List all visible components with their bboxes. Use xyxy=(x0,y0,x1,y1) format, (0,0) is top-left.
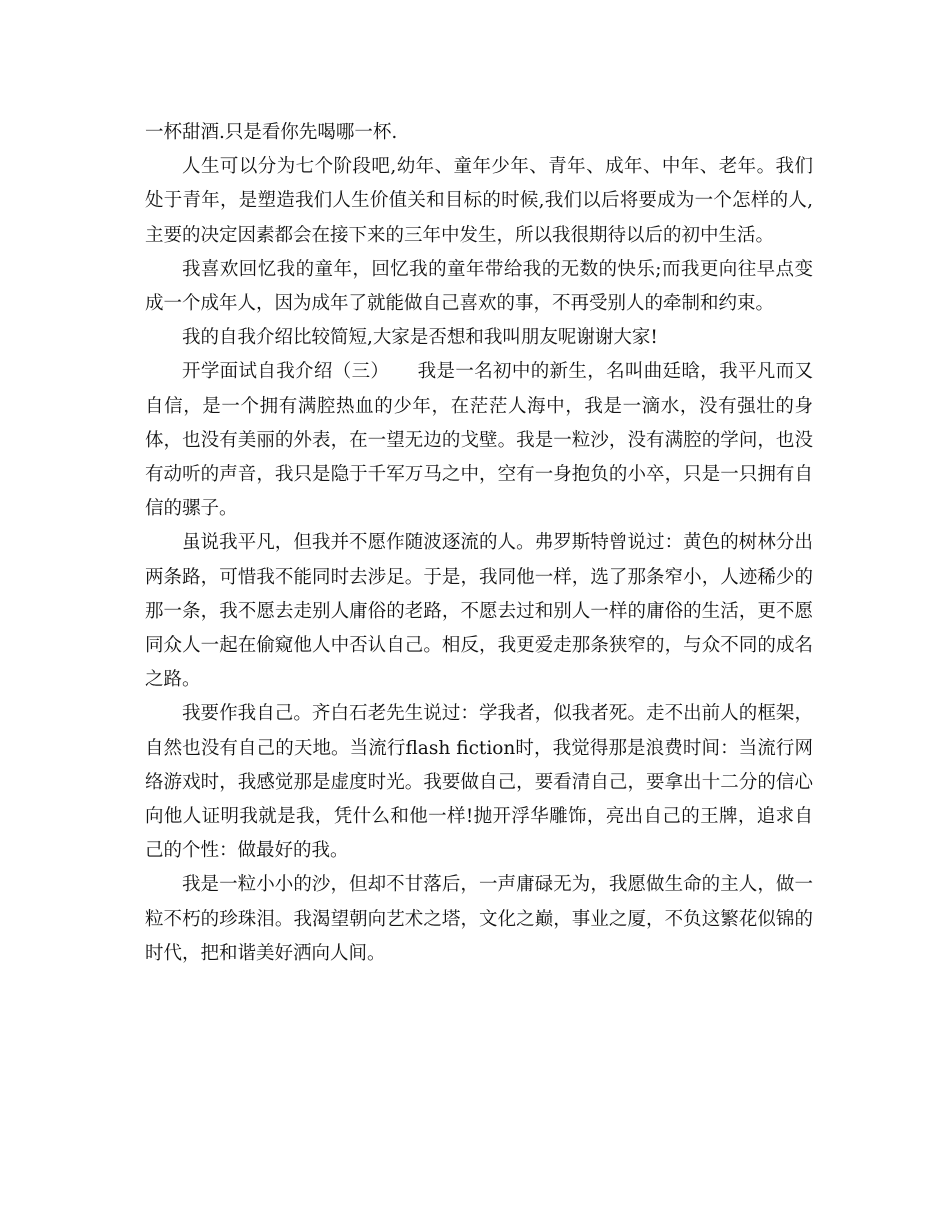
paragraph-6: 虽说我平凡，但我并不愿作随波逐流的人。弗罗斯特曾说过：黄色的树林分出两条路，可惜我不能同时去涉足。于是，我同他一样，选了那条窄小，人迹稀少的那一条，我不愿去走别人庸俗的老路，不愿去过和别人一样的庸俗的生活，更不愿同众人一起在偷窥他人中否认自己。相反，我更爱走那条狭窄的，与众不同的成名之路。 xyxy=(145,532,813,691)
paragraph-3: 我喜欢回忆我的童年，回忆我的童年带给我的无数的快乐;而我更向往早点变成一个成年人，因为成年了就能做自己喜欢的事，不再受别人的牵制和约束。 xyxy=(145,258,813,315)
document-body xyxy=(145,116,813,971)
paragraph-2: 人生可以分为七个阶段吧,幼年、童年少年、青年、成年、中年、老年。我们处于青年，是塑造我们人生价值关和目标的时候,我们以后将要成为一个怎样的人, 主要的决定因素都会在接下来的三年中发生，所以我很期待以后的初中生活。 xyxy=(145,156,813,246)
paragraph-4: 我的自我介绍比较简短,大家是否想和我叫朋友呢谢谢大家! xyxy=(182,327,658,349)
paragraph-7: 我要作我自己。齐白石老先生说过：学我者，似我者死。走不出前人的框架，自然也没有自己的天地。当流行flash fiction时，我觉得那是浪费时间：当流行网络游戏时，我感觉那是虚度时光。我要做自己，要看清自己，要拿出十二分的信心向他人证明我就是我，凭什么和他一样!抛开浮华雕饰，亮出自己的王牌，追求自己的个性：做最好的我。 xyxy=(145,703,813,862)
paragraph-8: 我是一粒小小的沙，但却不甘落后，一声庸碌无为，我愿做生命的主人，做一粒不朽的珍珠泪。我渴望朝向艺术之塔，文化之巅，事业之厦，不负这繁花似锦的时代，把和谐美好洒向人间。 xyxy=(145,874,813,964)
paragraph-1: 一杯甜酒.只是看你先喝哪一杯. xyxy=(145,122,398,143)
paragraph-5: 开学面试自我介绍（三） 我是一名初中的新生，名叫曲廷晗，我平凡而又自信，是一个拥有满腔热血的少年，在茫茫人海中，我是一滴水，没有强壮的身体，也没有美丽的外表，在一望无边的戈壁。我是一粒沙，没有满腔的学问，也没有动听的声音，我只是隐于千军万马之中，空有一身抱负的小卒，只是一只拥有自信的骡子。 xyxy=(145,361,813,520)
